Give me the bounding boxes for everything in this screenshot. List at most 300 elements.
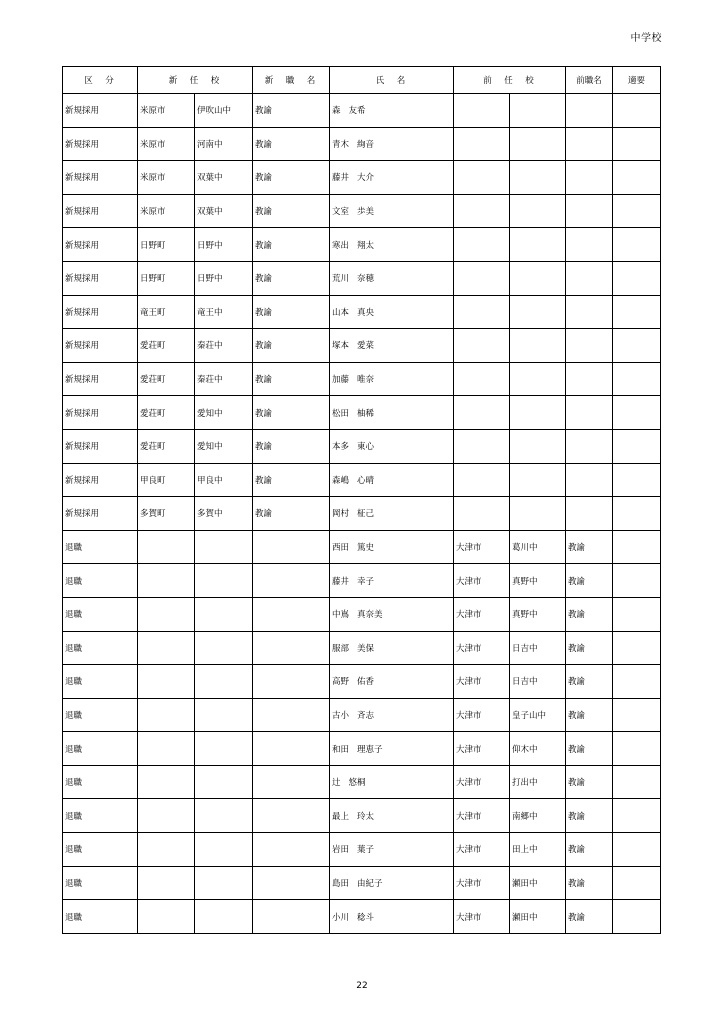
cell-new-city: 竜王町 — [138, 295, 195, 329]
cell-prev-position — [566, 295, 613, 329]
cell-new-city — [138, 765, 195, 799]
cell-new-school: 竜王中 — [195, 295, 253, 329]
cell-name — [330, 429, 454, 463]
cell-prev-position — [566, 194, 613, 228]
cell-prev-position: 教諭 — [566, 900, 613, 934]
cell-prev-school — [510, 194, 566, 228]
cell-prev-position: 教諭 — [566, 597, 613, 631]
given-name: 歩美 — [357, 207, 375, 218]
cell-new-city: 愛荘町 — [138, 396, 195, 430]
given-name: 友希 — [348, 106, 366, 117]
cell-new-city — [138, 530, 195, 564]
page-number: 22 — [356, 981, 368, 991]
table-row — [63, 631, 661, 665]
column-header-remarks: 適要 — [613, 67, 661, 94]
table-row — [63, 833, 661, 867]
cell-prev-school — [510, 329, 566, 363]
cell-prev-school — [510, 463, 566, 497]
cell-prev-position — [566, 329, 613, 363]
cell-new-school: 日野中 — [195, 261, 253, 295]
cell-prev-city: 大津市 — [454, 665, 510, 699]
cell-prev-city: 大津市 — [454, 799, 510, 833]
cell-prev-city: 大津市 — [454, 900, 510, 934]
cell-remarks — [613, 698, 661, 732]
cell-category: 新規採用 — [63, 463, 138, 497]
cell-prev-city: 大津市 — [454, 833, 510, 867]
cell-remarks — [613, 429, 661, 463]
cell-prev-school — [510, 228, 566, 262]
cell-prev-school: 真野中 — [510, 597, 566, 631]
cell-name — [330, 463, 454, 497]
cell-category: 退職 — [63, 530, 138, 564]
cell-new-city: 日野町 — [138, 261, 195, 295]
cell-prev-position: 教諭 — [566, 631, 613, 665]
cell-new-city — [138, 564, 195, 598]
cell-category: 新規採用 — [63, 261, 138, 295]
cell-new-school — [195, 732, 253, 766]
table-row — [63, 429, 661, 463]
cell-prev-position — [566, 94, 613, 128]
given-name: 篤史 — [357, 543, 375, 554]
cell-prev-city — [454, 161, 510, 195]
cell-new-city — [138, 698, 195, 732]
cell-prev-school — [510, 396, 566, 430]
cell-prev-school — [510, 94, 566, 128]
cell-prev-school — [510, 362, 566, 396]
cell-prev-position — [566, 362, 613, 396]
cell-new-school: 愛知中 — [195, 429, 253, 463]
given-name: 唯奈 — [357, 375, 375, 386]
cell-new-city — [138, 900, 195, 934]
cell-new-school — [195, 765, 253, 799]
given-name: 柚稀 — [357, 408, 375, 419]
cell-prev-city: 大津市 — [454, 765, 510, 799]
table-row — [63, 698, 661, 732]
table-row — [63, 94, 661, 128]
cell-name — [330, 261, 454, 295]
surname: 高野 — [332, 677, 350, 688]
cell-category: 新規採用 — [63, 429, 138, 463]
given-name: 理恵子 — [357, 744, 383, 755]
school-type-label: 中学校 — [630, 33, 662, 44]
cell-new-position: 教諭 — [253, 396, 330, 430]
cell-prev-position — [566, 429, 613, 463]
cell-prev-school: 打出中 — [510, 765, 566, 799]
cell-prev-position — [566, 497, 613, 531]
cell-name — [330, 631, 454, 665]
cell-prev-city — [454, 329, 510, 363]
cell-name — [330, 295, 454, 329]
cell-prev-position: 教諭 — [566, 698, 613, 732]
given-name: 悠桐 — [348, 778, 366, 789]
cell-remarks — [613, 228, 661, 262]
cell-name — [330, 362, 454, 396]
table-row — [63, 194, 661, 228]
cell-prev-city: 大津市 — [454, 564, 510, 598]
cell-remarks — [613, 329, 661, 363]
cell-remarks — [613, 866, 661, 900]
cell-name — [330, 396, 454, 430]
given-name: 玲太 — [357, 811, 375, 822]
surname: 塚本 — [332, 341, 350, 352]
cell-new-school: 愛知中 — [195, 396, 253, 430]
cell-remarks — [613, 732, 661, 766]
cell-new-city — [138, 799, 195, 833]
cell-new-city — [138, 597, 195, 631]
surname: 藤井 — [332, 173, 350, 184]
cell-new-city: 愛荘町 — [138, 329, 195, 363]
cell-category: 新規採用 — [63, 396, 138, 430]
cell-new-position — [253, 866, 330, 900]
surname: 服部 — [332, 643, 350, 654]
cell-prev-position — [566, 228, 613, 262]
cell-remarks — [613, 900, 661, 934]
given-name: 心晴 — [357, 475, 375, 486]
column-header-category: 区 分 — [63, 67, 138, 94]
cell-name — [330, 833, 454, 867]
table-row — [63, 497, 661, 531]
cell-new-position: 教諭 — [253, 261, 330, 295]
given-name: 稔斗 — [357, 912, 375, 923]
cell-new-city — [138, 732, 195, 766]
cell-name — [330, 900, 454, 934]
cell-new-city: 愛荘町 — [138, 362, 195, 396]
cell-prev-position — [566, 463, 613, 497]
surname: 森嶋 — [332, 475, 350, 486]
cell-new-school — [195, 799, 253, 833]
table-row — [63, 866, 661, 900]
cell-prev-city: 大津市 — [454, 597, 510, 631]
surname: 山本 — [332, 307, 350, 318]
cell-prev-position: 教諭 — [566, 866, 613, 900]
cell-new-city: 甲良町 — [138, 463, 195, 497]
cell-prev-position — [566, 127, 613, 161]
cell-new-position — [253, 799, 330, 833]
cell-category: 新規採用 — [63, 295, 138, 329]
surname: 中嶌 — [332, 610, 350, 621]
cell-prev-school: 葛川中 — [510, 530, 566, 564]
given-name: 幸子 — [357, 576, 375, 587]
cell-category: 退職 — [63, 799, 138, 833]
table-header-row — [63, 67, 661, 94]
cell-new-position: 教諭 — [253, 429, 330, 463]
cell-category: 退職 — [63, 597, 138, 631]
cell-prev-city — [454, 261, 510, 295]
cell-new-city: 愛荘町 — [138, 429, 195, 463]
table-row — [63, 127, 661, 161]
cell-name — [330, 564, 454, 598]
cell-remarks — [613, 564, 661, 598]
given-name: 斉志 — [357, 710, 375, 721]
given-name: 真央 — [357, 307, 375, 318]
table-row — [63, 362, 661, 396]
cell-category: 退職 — [63, 564, 138, 598]
cell-prev-city — [454, 463, 510, 497]
surname: 島田 — [332, 878, 350, 889]
surname: 松田 — [332, 408, 350, 419]
cell-prev-position — [566, 161, 613, 195]
cell-remarks — [613, 530, 661, 564]
cell-prev-school — [510, 127, 566, 161]
table-row — [63, 765, 661, 799]
cell-remarks — [613, 362, 661, 396]
cell-category: 新規採用 — [63, 94, 138, 128]
cell-new-school — [195, 564, 253, 598]
table-row — [63, 228, 661, 262]
cell-remarks — [613, 396, 661, 430]
given-name: 東心 — [357, 442, 375, 453]
cell-prev-school: 日吉中 — [510, 665, 566, 699]
cell-category: 退職 — [63, 732, 138, 766]
cell-prev-position: 教諭 — [566, 564, 613, 598]
cell-new-school — [195, 665, 253, 699]
cell-new-school: 双葉中 — [195, 161, 253, 195]
surname: 青木 — [332, 139, 350, 150]
given-name: 愛菜 — [357, 341, 375, 352]
cell-new-city: 米原市 — [138, 161, 195, 195]
cell-name — [330, 497, 454, 531]
table-row — [63, 261, 661, 295]
column-header-name: 氏 名 — [330, 67, 454, 94]
cell-prev-position — [566, 396, 613, 430]
cell-prev-city — [454, 94, 510, 128]
cell-new-school: 秦荘中 — [195, 362, 253, 396]
cell-remarks — [613, 799, 661, 833]
cell-remarks — [613, 161, 661, 195]
cell-new-school: 伊吹山中 — [195, 94, 253, 128]
cell-prev-school: 真野中 — [510, 564, 566, 598]
cell-prev-position: 教諭 — [566, 765, 613, 799]
cell-name — [330, 228, 454, 262]
cell-new-city: 米原市 — [138, 194, 195, 228]
given-name: 翔太 — [357, 240, 375, 251]
cell-new-position: 教諭 — [253, 127, 330, 161]
cell-new-city — [138, 866, 195, 900]
cell-new-school — [195, 631, 253, 665]
cell-prev-school — [510, 261, 566, 295]
cell-prev-school: 皇子山中 — [510, 698, 566, 732]
given-name: 佑香 — [357, 677, 375, 688]
cell-category: 退職 — [63, 631, 138, 665]
column-header-new-position: 新 職 名 — [253, 67, 330, 94]
cell-new-city — [138, 631, 195, 665]
cell-new-position — [253, 833, 330, 867]
cell-remarks — [613, 765, 661, 799]
cell-prev-city — [454, 396, 510, 430]
cell-new-position: 教諭 — [253, 329, 330, 363]
cell-name — [330, 127, 454, 161]
table-row — [63, 161, 661, 195]
cell-category: 新規採用 — [63, 127, 138, 161]
cell-new-school: 秦荘中 — [195, 329, 253, 363]
cell-prev-position: 教諭 — [566, 665, 613, 699]
table-row — [63, 732, 661, 766]
cell-prev-city — [454, 362, 510, 396]
cell-name — [330, 799, 454, 833]
cell-category: 新規採用 — [63, 194, 138, 228]
cell-remarks — [613, 497, 661, 531]
cell-remarks — [613, 463, 661, 497]
given-name: 真奈美 — [357, 610, 383, 621]
cell-remarks — [613, 665, 661, 699]
cell-prev-city — [454, 194, 510, 228]
cell-new-position — [253, 530, 330, 564]
cell-new-position — [253, 698, 330, 732]
cell-category: 退職 — [63, 665, 138, 699]
cell-prev-city — [454, 127, 510, 161]
cell-prev-city — [454, 429, 510, 463]
cell-remarks — [613, 833, 661, 867]
cell-prev-position: 教諭 — [566, 530, 613, 564]
column-header-prev-school: 前 任 校 — [454, 67, 566, 94]
cell-prev-city: 大津市 — [454, 866, 510, 900]
cell-remarks — [613, 127, 661, 161]
table-row — [63, 564, 661, 598]
cell-remarks — [613, 631, 661, 665]
cell-prev-school — [510, 429, 566, 463]
surname: 岡村 — [332, 509, 350, 520]
cell-remarks — [613, 261, 661, 295]
cell-prev-position: 教諭 — [566, 799, 613, 833]
cell-prev-school — [510, 497, 566, 531]
cell-new-school — [195, 597, 253, 631]
cell-prev-city: 大津市 — [454, 732, 510, 766]
cell-new-school: 日野中 — [195, 228, 253, 262]
cell-name — [330, 94, 454, 128]
cell-name — [330, 765, 454, 799]
cell-remarks — [613, 194, 661, 228]
cell-prev-city — [454, 497, 510, 531]
cell-new-city: 多賀町 — [138, 497, 195, 531]
cell-category: 退職 — [63, 900, 138, 934]
cell-category: 新規採用 — [63, 329, 138, 363]
surname: 古小 — [332, 710, 350, 721]
surname: 最上 — [332, 811, 350, 822]
surname: 西田 — [332, 543, 350, 554]
cell-prev-school — [510, 295, 566, 329]
given-name: 葉子 — [357, 845, 375, 856]
cell-prev-school — [510, 161, 566, 195]
surname: 文室 — [332, 207, 350, 218]
table-row — [63, 665, 661, 699]
cell-category: 退職 — [63, 833, 138, 867]
cell-new-position: 教諭 — [253, 194, 330, 228]
cell-prev-school: 日吉中 — [510, 631, 566, 665]
cell-new-position — [253, 765, 330, 799]
cell-new-position: 教諭 — [253, 161, 330, 195]
cell-name — [330, 665, 454, 699]
cell-new-school — [195, 698, 253, 732]
cell-new-school: 双葉中 — [195, 194, 253, 228]
surname: 岩田 — [332, 845, 350, 856]
cell-new-position — [253, 732, 330, 766]
table-body — [63, 94, 661, 934]
table-row — [63, 396, 661, 430]
personnel-table — [62, 66, 661, 934]
cell-new-position — [253, 564, 330, 598]
surname: 荒川 — [332, 274, 350, 285]
cell-new-city — [138, 665, 195, 699]
cell-new-position: 教諭 — [253, 463, 330, 497]
cell-new-school — [195, 866, 253, 900]
cell-category: 新規採用 — [63, 497, 138, 531]
surname: 森 — [332, 106, 341, 117]
cell-category: 新規採用 — [63, 161, 138, 195]
table-row — [63, 295, 661, 329]
cell-name — [330, 194, 454, 228]
cell-category: 退職 — [63, 698, 138, 732]
cell-new-school: 甲良中 — [195, 463, 253, 497]
cell-name — [330, 597, 454, 631]
given-name: 柾己 — [357, 509, 375, 520]
cell-prev-city: 大津市 — [454, 530, 510, 564]
table-row — [63, 463, 661, 497]
cell-name — [330, 530, 454, 564]
cell-name — [330, 732, 454, 766]
cell-prev-city — [454, 295, 510, 329]
cell-new-position — [253, 631, 330, 665]
cell-new-position: 教諭 — [253, 362, 330, 396]
cell-new-position — [253, 597, 330, 631]
table-row — [63, 799, 661, 833]
surname: 寒出 — [332, 240, 350, 251]
table-row — [63, 597, 661, 631]
cell-new-city: 米原市 — [138, 127, 195, 161]
table-row — [63, 329, 661, 363]
cell-new-position: 教諭 — [253, 295, 330, 329]
given-name: 由紀子 — [357, 878, 383, 889]
cell-name — [330, 329, 454, 363]
cell-remarks — [613, 94, 661, 128]
table-row — [63, 530, 661, 564]
cell-new-position: 教諭 — [253, 228, 330, 262]
cell-prev-position: 教諭 — [566, 833, 613, 867]
cell-prev-school: 田上中 — [510, 833, 566, 867]
cell-new-school: 河南中 — [195, 127, 253, 161]
cell-new-city: 米原市 — [138, 94, 195, 128]
given-name: 奈穂 — [357, 274, 375, 285]
surname: 本多 — [332, 442, 350, 453]
cell-new-city — [138, 833, 195, 867]
cell-new-school: 多賀中 — [195, 497, 253, 531]
surname: 小川 — [332, 912, 350, 923]
table-row — [63, 900, 661, 934]
cell-new-position: 教諭 — [253, 497, 330, 531]
given-name: 絢音 — [357, 139, 375, 150]
column-header-new-school: 新 任 校 — [138, 67, 253, 94]
surname: 辻 — [332, 778, 341, 789]
surname: 和田 — [332, 744, 350, 755]
cell-name — [330, 698, 454, 732]
cell-new-school — [195, 530, 253, 564]
cell-prev-school: 瀬田中 — [510, 866, 566, 900]
cell-new-school — [195, 833, 253, 867]
cell-new-position: 教諭 — [253, 94, 330, 128]
given-name: 大介 — [357, 173, 375, 184]
cell-new-school — [195, 900, 253, 934]
cell-name — [330, 161, 454, 195]
cell-prev-school: 瀬田中 — [510, 900, 566, 934]
cell-new-position — [253, 900, 330, 934]
cell-category: 退職 — [63, 866, 138, 900]
cell-remarks — [613, 597, 661, 631]
cell-category: 新規採用 — [63, 228, 138, 262]
surname: 藤井 — [332, 576, 350, 587]
given-name: 美保 — [357, 643, 375, 654]
cell-remarks — [613, 295, 661, 329]
cell-prev-school: 南郷中 — [510, 799, 566, 833]
cell-category: 新規採用 — [63, 362, 138, 396]
